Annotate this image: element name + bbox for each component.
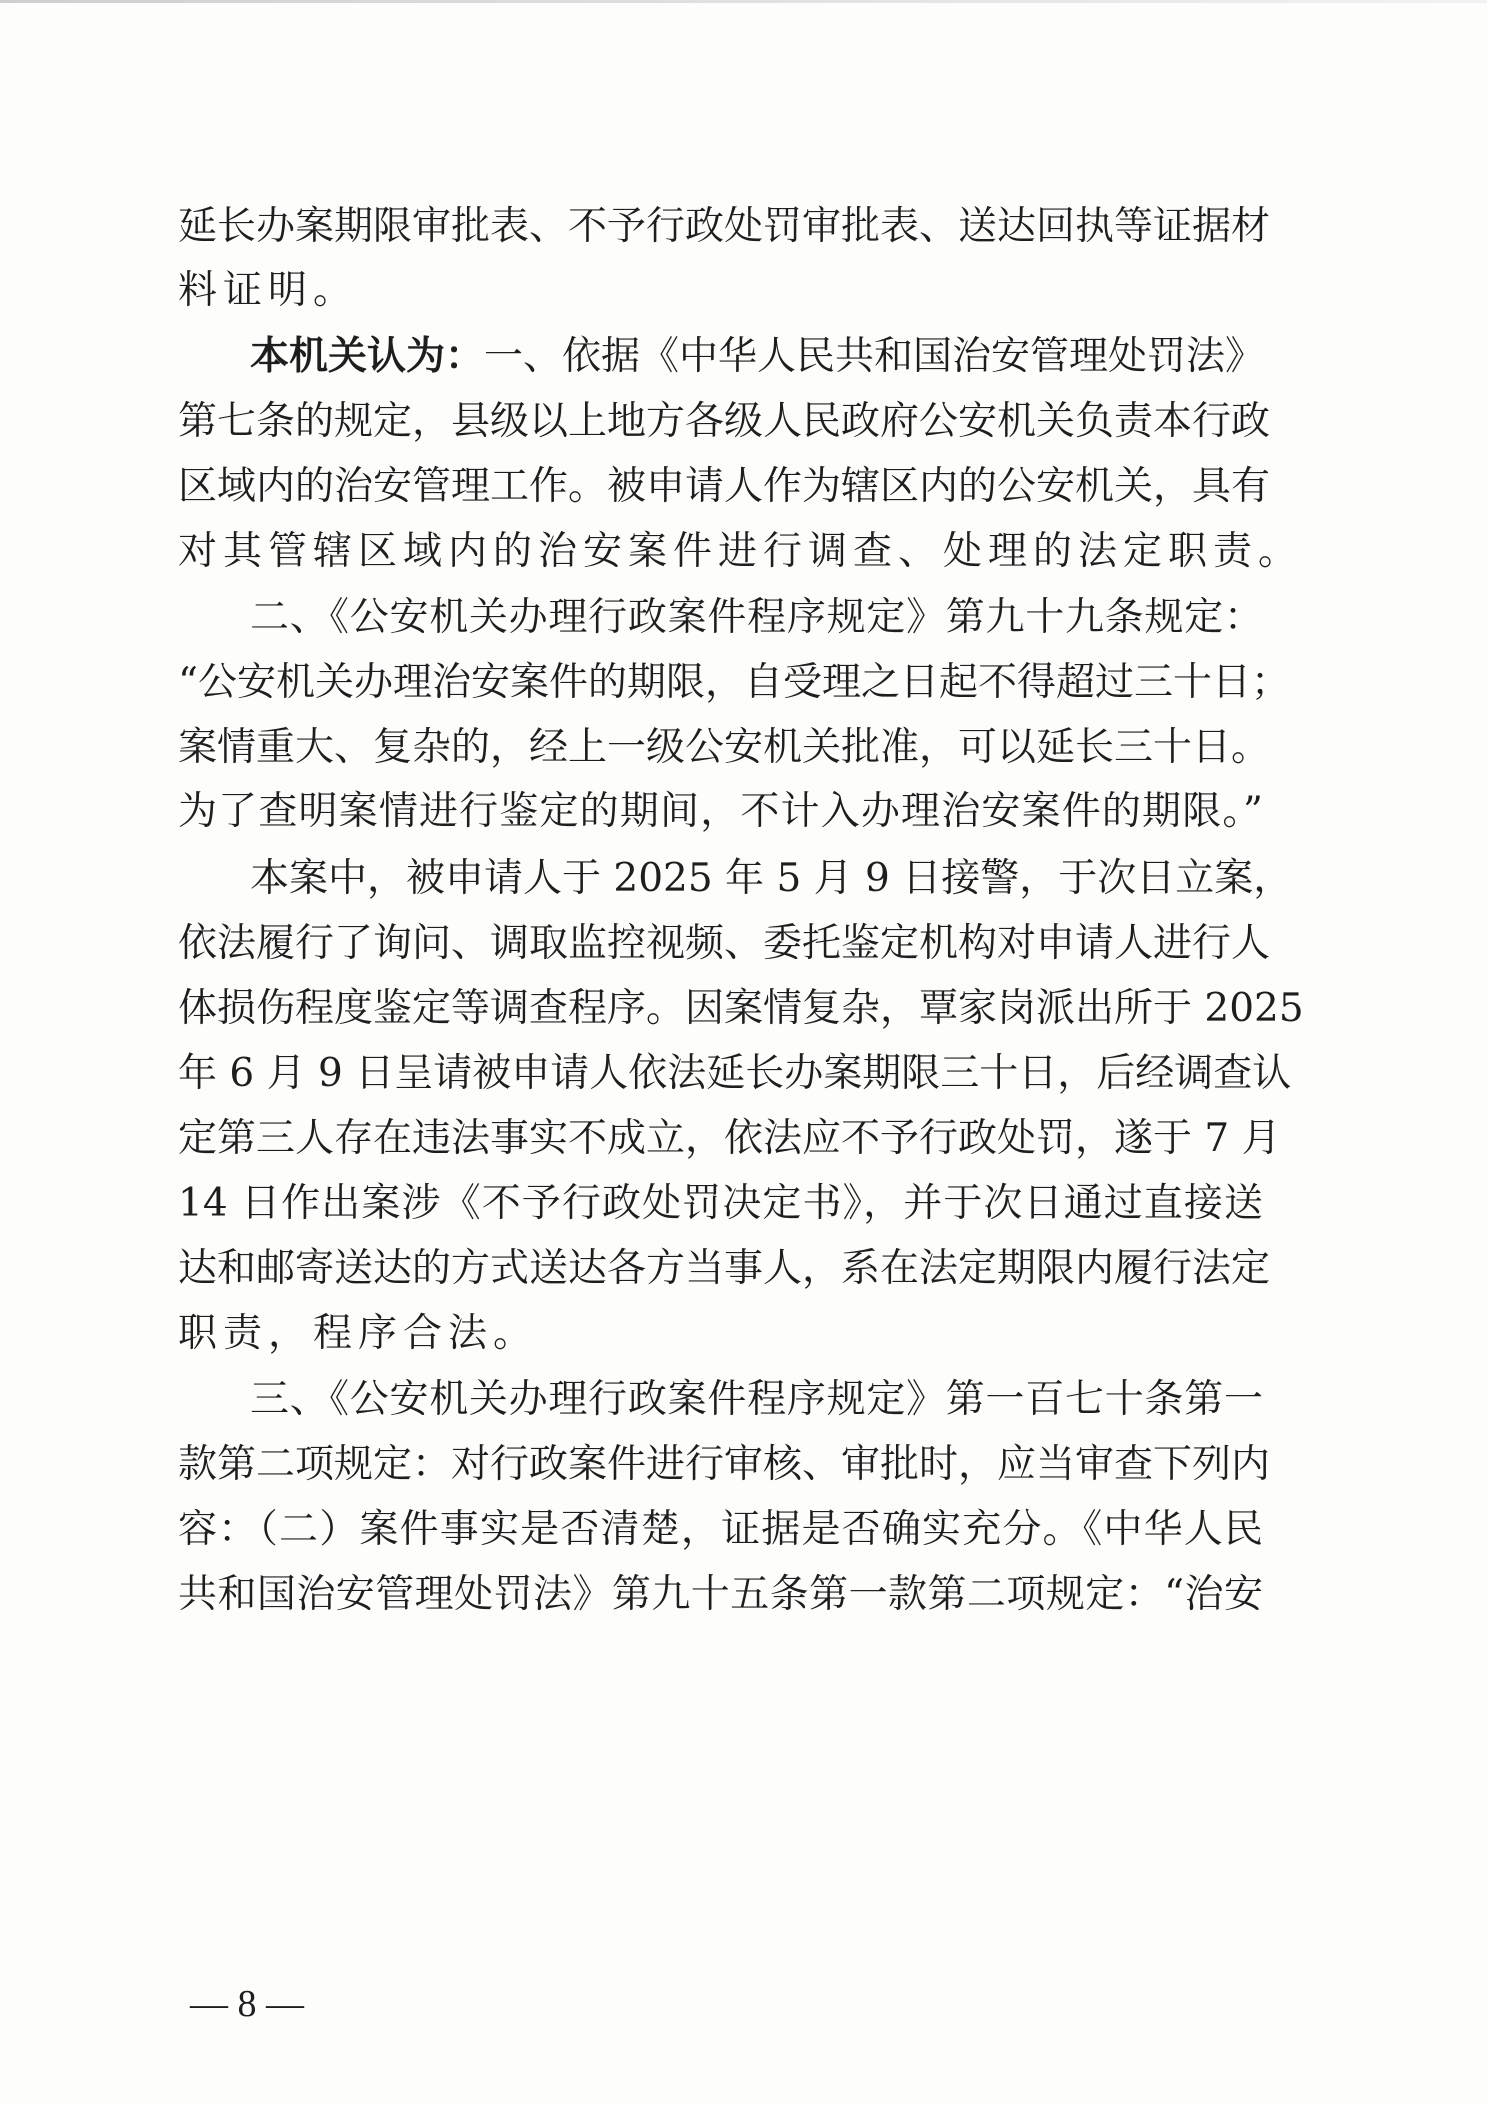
text-line: 依法履行了询问、调取监控视频、委托鉴定机构对申请人进行人 bbox=[178, 921, 1271, 966]
text-line: 体损伤程度鉴定等调查程序。因案情复杂，覃家岗派出所于 2025 bbox=[178, 986, 1304, 1031]
text-line: 职责，程序合法。 bbox=[178, 1311, 539, 1356]
text-line: 区域内的治安管理工作。被申请人作为辖区内的公安机关，具有 bbox=[178, 464, 1271, 509]
text-line: 为了查明案情进行鉴定的期间，不计入办理治安案件的期限。” bbox=[178, 789, 1263, 834]
bold-lead: 本机关认为： bbox=[250, 334, 485, 379]
text-line: 14 日作出案涉《不予行政处罚决定书》，并于次日通过直接送 bbox=[178, 1181, 1263, 1226]
text-line: 定第三人存在违法事实不成立，依法应不予行政处罚，遂于 7 月 bbox=[178, 1116, 1281, 1161]
text-line: 款第二项规定：对行政案件进行审核、审批时，应当审查下列内 bbox=[178, 1442, 1271, 1487]
text-line: 对其管辖区域内的治安案件进行调查、处理的法定职责。 bbox=[178, 529, 1304, 574]
text-line: 年 6 月 9 日呈请被申请人依法延长办案期限三十日，后经调查认 bbox=[178, 1051, 1292, 1096]
page-number: — 8 — bbox=[190, 1983, 304, 2025]
text-run: 一、依据《中华人民共和国治安管理处罚法》 bbox=[484, 334, 1265, 379]
text-line: 容：（二）案件事实是否清楚，证据是否确实充分。《中华人民 bbox=[178, 1507, 1263, 1552]
text-line: 达和邮寄送达的方式送达各方当事人，系在法定期限内履行法定 bbox=[178, 1246, 1271, 1291]
text-line: 料证明。 bbox=[178, 268, 359, 313]
scan-edge-rule bbox=[0, 0, 1487, 3]
text-line: 共和国治安管理处罚法》第九十五条第一款第二项规定：“治安 bbox=[178, 1572, 1263, 1617]
text-line: 案情重大、复杂的，经上一级公安机关批准，可以延长三十日。 bbox=[178, 725, 1271, 770]
text-line: 第七条的规定，县级以上地方各级人民政府公安机关负责本行政 bbox=[178, 399, 1271, 444]
text-line bbox=[250, 334, 1265, 379]
text-line: 二、《公安机关办理行政案件程序规定》第九十九条规定： bbox=[250, 595, 1263, 640]
text-line: “公安机关办理治安案件的期限，自受理之日起不得超过三十日； bbox=[178, 660, 1290, 705]
text-line: 本案中，被申请人于 2025 年 5 月 9 日接警，于次日立案， bbox=[250, 856, 1293, 901]
text-line: 延长办案期限审批表、不予行政处罚审批表、送达回执等证据材 bbox=[178, 204, 1271, 249]
text-line: 三、《公安机关办理行政案件程序规定》第一百七十条第一 bbox=[250, 1377, 1263, 1422]
